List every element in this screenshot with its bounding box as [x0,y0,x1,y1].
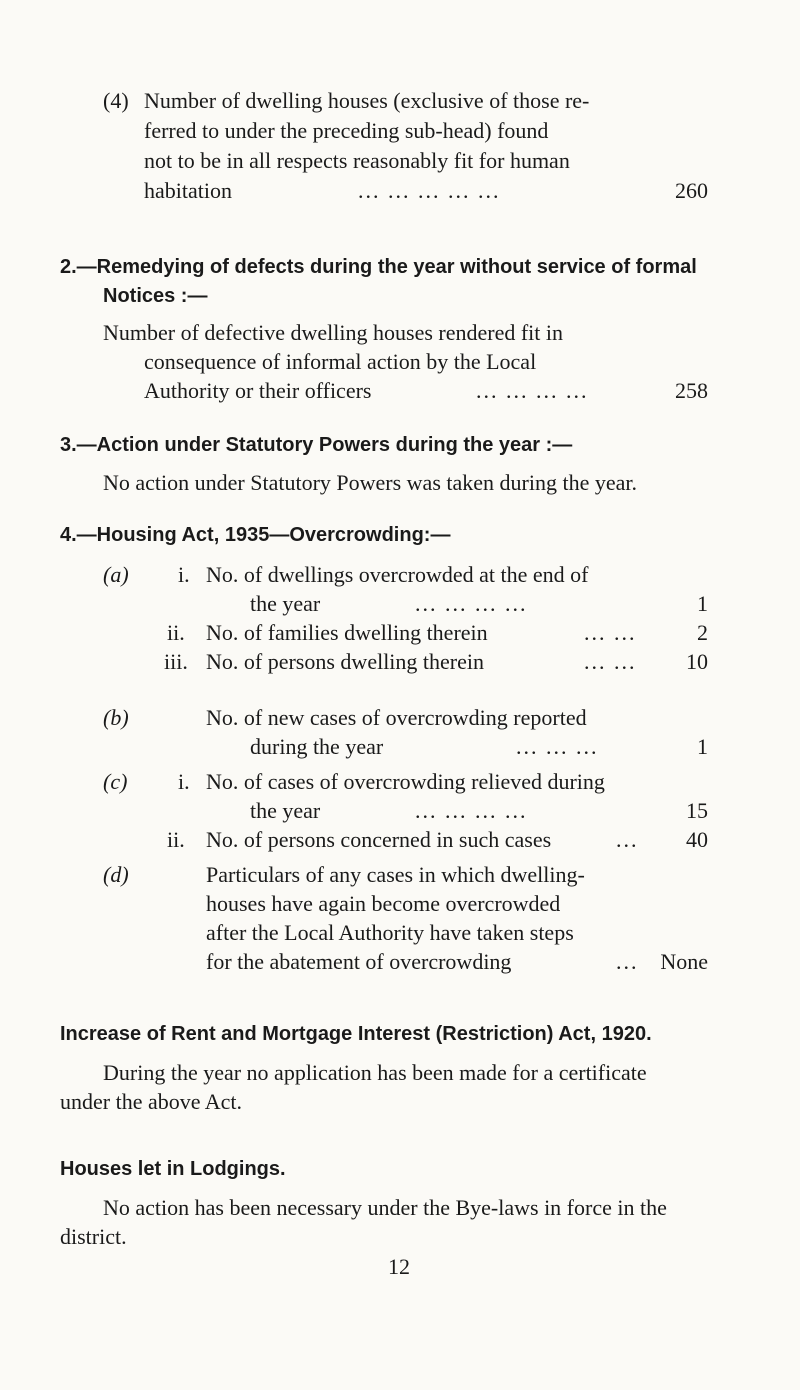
a-iii-value: 10 [686,649,708,674]
leader-dots: ... ... ... ... [476,378,589,403]
d-line4: for the abatement of overcrowding [206,949,512,974]
a-ii-text: No. of families dwelling therein [206,620,488,645]
leader-dots: ... [616,949,639,974]
leader-dots: ... ... ... ... [415,591,528,616]
section-3-text: No action under Statutory Powers was taken during the year. [103,470,637,495]
a-i-line2: the year [250,591,321,616]
a-ii-value: 2 [697,620,708,645]
leader-dots: ... [616,827,639,852]
item-4-line1: Number of dwelling houses (exclusive of those re- [144,88,590,113]
leader-dots: ... ... ... [516,734,599,759]
lodgings-line1: No action has been necessary under the Bye-laws in force in the [103,1195,667,1220]
section-2-line2: consequence of informal action by the Local [144,349,537,374]
subsection-a-label: (a) [103,562,129,587]
rent-act-heading: Increase of Rent and Mortgage Interest (Restriction) Act, 1920. [60,1023,652,1045]
section-3-heading: 3.—Action under Statutory Powers during the year :— [60,434,573,456]
leader-dots: ... ... ... ... [415,798,528,823]
lodgings-heading: Houses let in Lodgings. [60,1158,286,1180]
rent-act-line1: During the year no application has been made for a certificate [103,1060,647,1085]
a-iii-num: iii. [164,649,188,674]
section-4-heading: 4.—Housing Act, 1935—Overcrowding:— [60,524,451,546]
a-i-num: i. [178,562,190,587]
b-value: 1 [697,734,708,759]
c-i-num: i. [178,769,190,794]
d-line1: Particulars of any cases in which dwelling- [206,862,585,887]
a-ii-num: ii. [167,620,185,645]
section-2-heading: 2.—Remedying of defects during the year without service of formal [60,256,697,278]
a-i-line1: No. of dwellings overcrowded at the end of [206,562,589,587]
rent-act-line2: under the above Act. [60,1089,243,1114]
c-ii-text: No. of persons concerned in such cases [206,827,552,852]
a-i-value: 1 [697,591,708,616]
page-number: 12 [388,1254,410,1279]
lodgings-line2: district. [60,1224,127,1249]
d-line2: houses have again become overcrowded [206,891,561,916]
d-value: None [660,949,708,974]
b-line1: No. of new cases of overcrowding reported [206,705,587,730]
section-2-line1: Number of defective dwelling houses rendered fit in [103,320,564,345]
a-iii-text: No. of persons dwelling therein [206,649,484,674]
leader-dots: ... ... [584,620,637,645]
b-line2: during the year [250,734,384,759]
item-4-line3: not to be in all respects reasonably fit for human [144,148,570,173]
section-2-value: 258 [675,378,708,403]
subsection-d-label: (d) [103,862,129,887]
item-4-line4: habitation [144,178,232,203]
leader-dots: ... ... [584,649,637,674]
subsection-b-label: (b) [103,705,129,730]
item-4-label: (4) [103,88,129,113]
section-2-line3: Authority or their officers [144,378,372,403]
item-4-value: 260 [675,178,708,203]
d-line3: after the Local Authority have taken steps [206,920,574,945]
leader-dots: ... ... ... ... ... [358,178,501,203]
subsection-c-label: (c) [103,769,128,794]
c-i-value: 15 [686,798,708,823]
c-ii-value: 40 [686,827,708,852]
c-i-line2: the year [250,798,321,823]
item-4-line2: ferred to under the preceding sub-head) found [144,118,549,143]
c-i-line1: No. of cases of overcrowding relieved during [206,769,605,794]
section-2-heading-cont: Notices :— [103,285,208,307]
c-ii-num: ii. [167,827,185,852]
